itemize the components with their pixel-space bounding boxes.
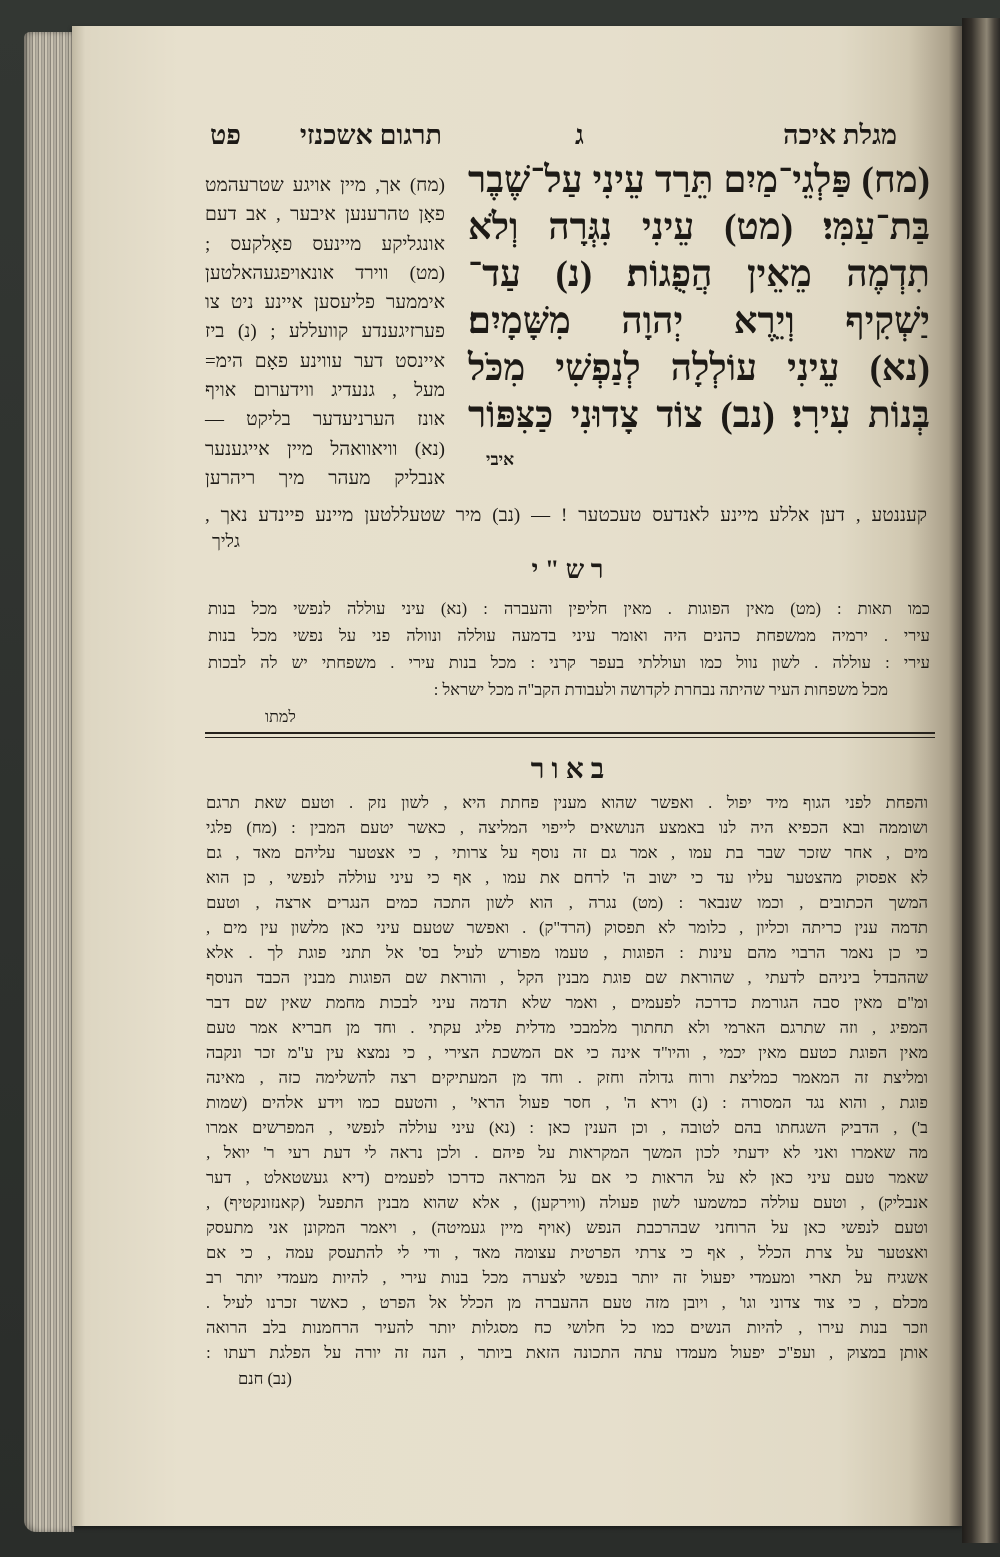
biur-line-12: ומליצת זה המאמר כמליצת ורוח גדולה וחזק . וחד מן המעתיקים רצה להשלימה כזה , מאינה [206, 1068, 928, 1087]
biur-line-14: ב') , הדביק השגחתו בהם לטובה , וכן הענין כאן : (נא) עיני עוללה לנפשי , המפרשים אמרו [205, 1118, 928, 1137]
rashi-line-3: עירי : עוללה . לשון נוול כמו ועוללתי בעפר קרני : מכל בנות עירי . משפחתי יש לה לבכות [208, 653, 930, 672]
targum-line-9: אונז הערניעדער בליקט — [204, 409, 445, 431]
targum-line-11: אנבליק מעהר מיך ריהרען [205, 467, 445, 489]
targum-line-2: פאָן טהרענען איבער , אב דעם [205, 204, 445, 226]
rashi-commentary [208, 595, 930, 703]
running-head-title-right: מגלת איכה [783, 120, 897, 150]
verse-line-4: יַשְׁקִיף וְיֵרֶא יְהוָה מִשָּׁמָיִם׃ [468, 301, 930, 342]
biur-line-5: המשך הכתובים , וכמו שנבאר : (מט) נגרה , הוא לשון התכה כמים הנגרים ארצה , וטעם [206, 893, 928, 912]
targum-line-7: איינסט דער עווינע פאָם הימ= [205, 350, 445, 372]
biur-line-16: שאמר טעם עיני כאן לא על הראות כי אם על המראה כדרכו לפעמים (דיא געשטאלט , דער [206, 1168, 928, 1187]
biur-line-17: אנבליק) , וטעם עוללה כמשמעו לשון פעולה (ווירקען) , אלא שהוא מבנין התפעל (קאנזונקטיף) , [206, 1193, 928, 1212]
biur-commentary [206, 790, 928, 1365]
verse-line-2: בַּת־עַמִּי׃ (מט) עֵינִי נִגְּרָה וְלֹא [468, 207, 930, 248]
page-number: פט [210, 120, 241, 150]
targum-continuation-line: קעננטע , דען אללע מיינע לאנדעס טעכטער ! — (נב) מיר שטעללטען מיינע פיינדע נאך , [204, 505, 927, 526]
biur-line-10: המפיג , וזה שתרגם הארמי ולא תחתוך מלמבכי מדלית פליג עקתי . וחד מן חבריא אמר טעם [206, 1018, 928, 1037]
biur-line-20: אשגיח על תארי ומעמדי יפעול זה יותר בנפשי לצערה מכל בנות עירי , להיות מעמדי יותר רב [205, 1268, 928, 1287]
rashi-line-2: עירי . ירמיה ממשפחת כהנים היה ואומר עיני בדמעה עוללה ונוולה פני על נפשי מכל בנות [208, 626, 930, 645]
rashi-heading: ר ש " י [531, 555, 604, 584]
targum-catchword: גליך [212, 531, 240, 551]
targum-line-6: פערזיגענדע קוועללע ; (נ) ביז [205, 321, 445, 343]
verse-line-1: (מח) פַּלְגֵי־מַיִם תֵּרַד עֵינִי עַל־שֶׁבֶר [468, 160, 930, 201]
targum-line-4: (מט) ווירד אונאויפגעהאלטען [205, 262, 445, 284]
biur-line-19: ואצטער על צרת הכלל , אף כי צרתי הפרטית עצומה מאד , ודי לי להתעסק עמה , כי אם [205, 1243, 928, 1262]
page-edges [24, 32, 74, 1532]
chapter-number: ג [575, 120, 584, 150]
biur-line-15: מה שאמרו ואני לא ידעתי לכון המשך המקראות על פיהם . ולכן נראה לי דעת רעי ר' יואל , [206, 1143, 928, 1162]
biur-line-23: אותן במצוק , ועפ"כ יפעול מעמדו עתה התכונה הזאת ביותר , הנה זה יורה על הפלגת רעתו : [206, 1343, 928, 1362]
section-divider-rule [205, 732, 935, 738]
running-head-title-left: תרגום אשכנזי [299, 120, 442, 150]
targum-continuation [205, 502, 927, 529]
biur-line-4: לא אפסוק מהצטער עליו עד כי ישוב ה' לרחם את עמו , אף כי עיני עוללה לנפשי , כן הוא [205, 868, 928, 887]
rashi-line-4: מכל משפחות העיר שהיתה נבחרת לקדושה ולעבודת הקב"ה מכל ישראל : [433, 680, 888, 699]
targum-line-3: אונגליקע מיינעס פאָלקעס ; [205, 233, 445, 255]
verse-line-3: תִדְמֶה מֵאֵין הֲפֻגוֹת׃ (נ) עַד־ [468, 254, 930, 295]
targum-line-1: (מח) אך, מיין אויגע שטרעהמט [205, 175, 445, 196]
main-verse-column [468, 157, 930, 439]
biur-line-6: תדמה ענין כריתה וכליון , כלומר לא תפסוק (הרד"ק) . ואפשר שטעם עיני כאן מלשון עין מים , [205, 918, 928, 937]
biur-line-2: ושוממה ובא הכפיא היה לנו באמצע הנושאים לייפוי המליצה , כאשר יטעם המבין : (מח) פלגי [206, 818, 928, 837]
biur-line-9: ומ"ם מאין סבה הגורמת כדרכה לפעמים , ואמר שלא תדמה עיני לבכות מחמת שאין שם דבר [206, 993, 928, 1012]
targum-line-5: איממער פליעסען איינע ניט צו [204, 292, 445, 314]
verse-line-6: בְּנוֹת עִירִי׃ (נב) צוֹד צָדוּנִי כַּצִּפּוֹר [468, 395, 930, 436]
targum-line-8: מעל , גנעדיג ווידערום אויף [205, 380, 445, 402]
biur-line-1: והפחת לפני הגוף מיד יפול . ואפשר שהוא מענין פחתת היא , לשון נזק . וטעם שאת תרגם [205, 793, 928, 812]
biur-line-11: מאין הפוגת כטעם מאין יכמי , והיו"ד אינה כי אם המשכת הצירי , כי נמצא עין ע"מ זכר ונקבה [205, 1043, 928, 1062]
targum-line-10: (נא) וויאוואהל מיין אייגענער [205, 438, 445, 460]
biur-line-3: מים , אחר שזכר שבר בת עמו , אמר גם זה נוסף על צרותי , כי אצטער עליהם מאד , גם [206, 843, 928, 862]
biur-line-22: וזכר בנות עירו , להיות הנשים כמו כל חלושי כח מסגלות יותר להעיר הרחמנות בלב הרואה [206, 1318, 928, 1337]
biur-line-13: פוגת , והוא נגד המסורה : (נ) וירא ה' , חסר פעול הראי' , והטעם כמו וידע אלהים (שמות [206, 1093, 928, 1112]
targum-column [205, 171, 445, 493]
book-gutter [962, 18, 1000, 1543]
running-head-right [575, 118, 897, 152]
rashi-catchword: למתו [265, 709, 296, 726]
verse-catchword: איבי [486, 450, 515, 469]
biur-catchword: (נב) חנם [238, 1369, 292, 1388]
rashi-line-1: כמו תאות : (מט) מאין הפוגות . מאין חליפין והעברה : (נא) עיני עוללה לנפשי מכל בנות [207, 599, 930, 618]
biur-line-7: כי כן נאמר הרבוי מהם עינות : הפוגות , טעמו מפורש לעיל בס' אל תתני פוגת לך . אלא [206, 943, 928, 962]
verse-line-5: (נא) עֵינִי עוֹלְלָה לְנַפְשִׁי מִכֹּל [468, 348, 930, 389]
running-head-left [210, 118, 442, 152]
biur-line-18: וטעם לנפשי כאן על הרוחני שבהרכבת הנפש (אויף מיין געמיטה) , ויאמר המקונן אני מתעסק [205, 1218, 928, 1237]
biur-line-21: מכלם , כי צוד צדוני וגו' , ויובן מזה טעם ההעברה מן הכלל אל הפרט , כאשר זכרנו לעיל . [205, 1293, 928, 1312]
biur-heading: ב א ו ר [530, 754, 605, 785]
biur-line-8: שההבדל ביניהם לדעתי , שהוראת שם פוגת מבנין הקל , והוראת שם הפוגות מבנין הכבד הנוסף [206, 968, 928, 987]
